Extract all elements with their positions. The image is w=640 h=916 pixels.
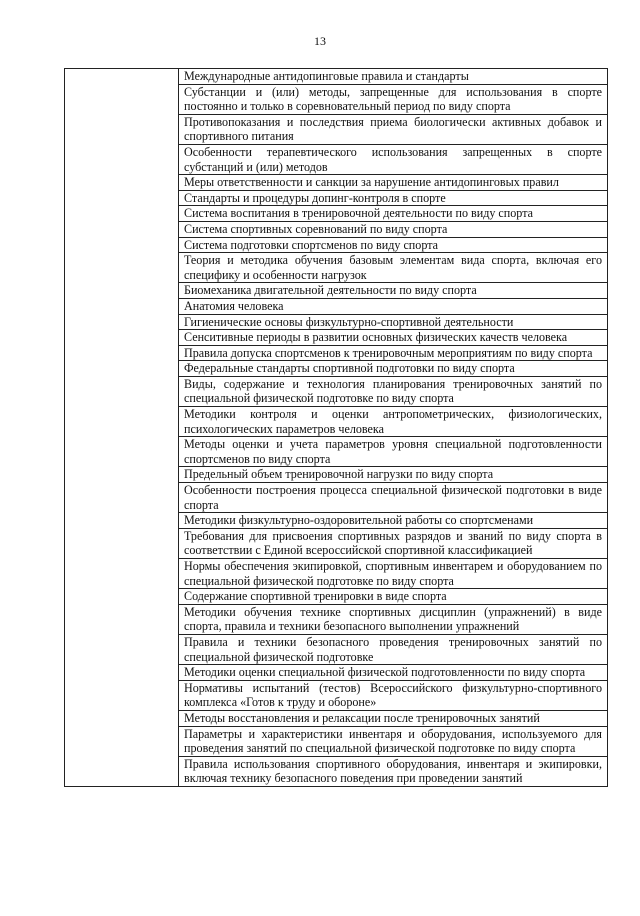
requirement-text: Методики оценки специальной физической подготовленности по виду спорта xyxy=(184,665,586,680)
table-cell xyxy=(179,330,608,346)
requirement-text: Правила допуска спортсменов к тренировочным мероприятиям по виду спорта xyxy=(184,345,593,360)
table-cell xyxy=(179,190,608,206)
table-cell xyxy=(179,756,608,786)
table-cell xyxy=(179,314,608,330)
requirement-text: Особенности терапевтического использования запрещенных в спорте субстанций и (или) методов xyxy=(184,144,602,174)
table-cell xyxy=(179,483,608,513)
table-cell xyxy=(179,345,608,361)
requirement-text: Нормы обеспечения экипировкой, спортивным инвентарем и оборудованием по специальной физической подготовке по виду спорта xyxy=(184,559,602,588)
requirement-text: Противопоказания и последствия приема биологически активных добавок и спортивного питания xyxy=(184,114,602,144)
table-cell xyxy=(179,665,608,681)
table-cell xyxy=(179,361,608,377)
requirement-text: Методики контроля и оценки антропометрических, физиологических, психологических параметров человека xyxy=(184,407,602,436)
table-row xyxy=(65,69,608,85)
table-cell xyxy=(179,559,608,589)
requirement-text: Предельный объем тренировочной нагрузки по виду спорта xyxy=(184,467,494,482)
requirement-text: Нормативы испытаний (тестов) Всероссийского физкультурно-спортивного комплекса «Готов к труду и обороне» xyxy=(184,680,602,710)
table-cell xyxy=(179,206,608,222)
requirement-text: Международные антидопинговые правила и стандарты xyxy=(184,69,469,83)
requirement-text: Требования для присвоения спортивных разрядов и званий по виду спорта в соответствии с Единой всероссийской спортивной классификацией xyxy=(184,528,602,558)
table-cell xyxy=(179,84,608,114)
requirement-text: Особенности построения процесса специальной физической подготовки в виде спорта xyxy=(184,483,602,512)
table-cell xyxy=(179,407,608,437)
table-cell xyxy=(179,376,608,406)
requirement-text: Система подготовки спортсменов по виду спорта xyxy=(184,237,439,252)
requirement-text: Методики обучения технике спортивных дисциплин (упражнений) в виде спорта, правила и техники безопасного выполнении упражнений xyxy=(184,604,602,634)
table-cell xyxy=(179,283,608,299)
table-body xyxy=(65,69,608,787)
table-cell xyxy=(179,589,608,605)
table-cell xyxy=(179,604,608,634)
table-cell xyxy=(179,144,608,174)
table-cell xyxy=(179,237,608,253)
requirement-text: Правила и техники безопасного проведения тренировочных занятий по специальной физической подготовке xyxy=(184,634,602,664)
requirement-text: Методы оценки и учета параметров уровня специальной подготовленности спортсменов по виду спорта xyxy=(184,437,602,466)
requirement-text: Гигиенические основы физкультурно-спортивной деятельности xyxy=(184,314,514,329)
requirement-text: Система спортивных соревнований по виду спорта xyxy=(184,221,448,236)
table-cell xyxy=(179,726,608,756)
table-cell xyxy=(179,437,608,467)
table-cell xyxy=(179,528,608,558)
requirement-text: Анатомия человека xyxy=(184,298,284,313)
table-cell xyxy=(179,69,608,85)
knowledge-requirements-table xyxy=(64,68,608,787)
requirement-text: Методики физкультурно-оздоровительной работы со спортсменами xyxy=(184,513,534,528)
requirement-text: Стандарты и процедуры допинг-контроля в спорте xyxy=(184,190,446,205)
table-cell xyxy=(179,680,608,710)
page-number: 13 xyxy=(314,34,326,48)
requirement-text: Субстанции и (или) методы, запрещенные для использования в спорте постоянно и только в соревновательный период по виду спорта xyxy=(184,84,602,114)
table-cell xyxy=(179,634,608,664)
requirement-text: Меры ответственности и санкции за нарушение антидопинговых правил xyxy=(184,175,559,190)
table-cell xyxy=(179,221,608,237)
requirement-text: Правила использования спортивного оборудования, инвентаря и экипировки, включая технику безопасного поведения при проведении занятий xyxy=(184,756,602,786)
table-cell xyxy=(179,175,608,191)
requirement-text: Методы восстановления и релаксации после тренировочных занятий xyxy=(184,710,540,725)
requirement-text: Содержание спортивной тренировки в виде спорта xyxy=(184,589,447,604)
requirement-text: Виды, содержание и технология планирования тренировочных занятий по специальной физической подготовке по виду спорта xyxy=(184,376,602,406)
requirement-text: Сенситивные периоды в развитии основных физических качеств человека xyxy=(184,330,568,345)
requirement-text: Параметры и характеристики инвентаря и оборудования, используемого для проведения занятий по специальной физической подготовке по виду спорта xyxy=(184,726,602,756)
table-cell xyxy=(179,513,608,529)
table-cell xyxy=(179,298,608,314)
requirement-text: Биомеханика двигательной деятельности по виду спорта xyxy=(184,283,477,298)
table-cell xyxy=(179,710,608,726)
requirement-text: Федеральные стандарты спортивной подготовки по виду спорта xyxy=(184,361,515,376)
requirement-text: Теория и методика обучения базовым элементам вида спорта, включая его специфику и особенности нагрузок xyxy=(184,253,602,282)
table-cell xyxy=(179,253,608,283)
requirement-text: Система воспитания в тренировочной деятельности по виду спорта xyxy=(184,206,533,221)
table-cell xyxy=(179,114,608,144)
table-cell xyxy=(179,467,608,483)
table-left-cell xyxy=(65,69,179,787)
